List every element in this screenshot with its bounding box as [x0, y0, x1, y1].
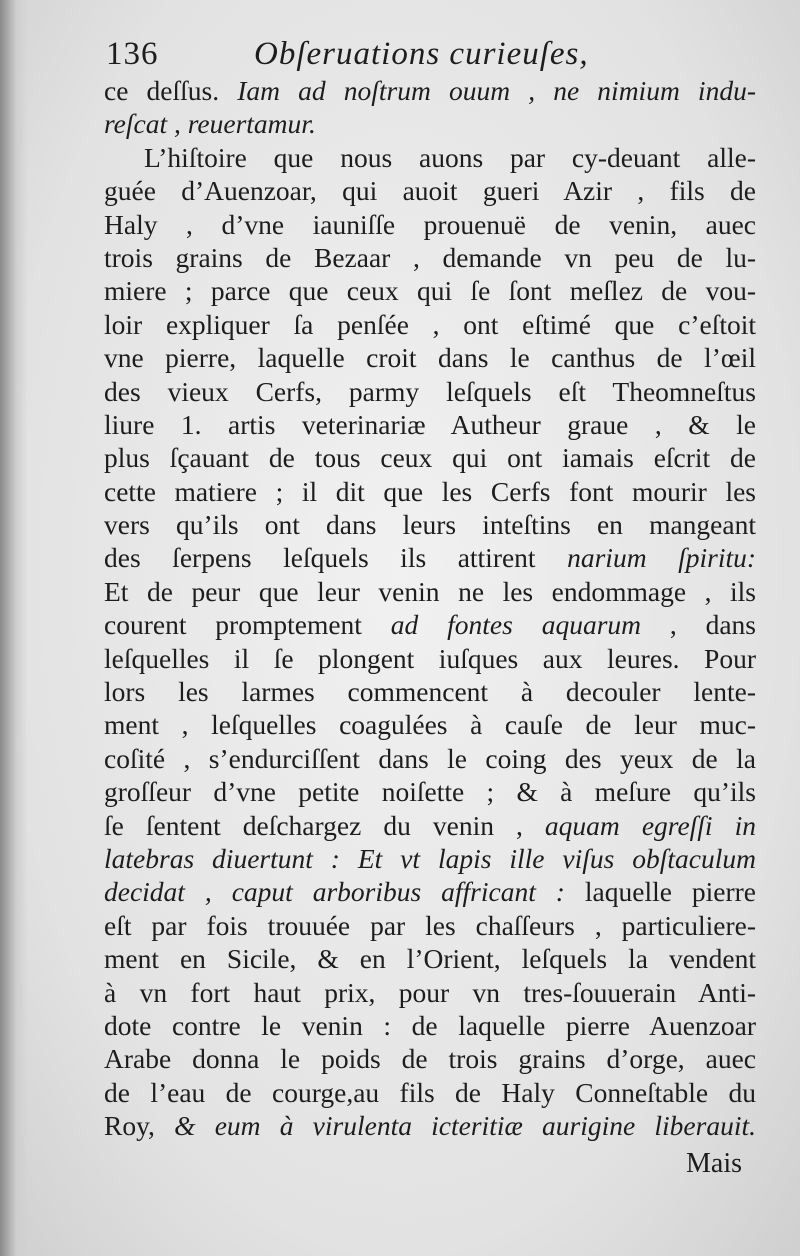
page-header: [104, 30, 744, 76]
italic-segment: Iam ad noſtrum ouum , ne nimium indu-: [237, 75, 756, 106]
text-segment: ſe ſentent deſchargez du venin ,: [104, 809, 545, 841]
text-line: [104, 441, 756, 474]
text-line: [104, 742, 756, 775]
text-line: [104, 508, 756, 541]
italic-segment: narium ſpiritu:: [567, 542, 757, 574]
text-segment: courent promptement: [104, 609, 391, 641]
text-line: [104, 575, 756, 608]
text-line: [104, 541, 756, 574]
text-segment: Arabe donna le poids de trois grains d’orge, auec: [104, 1043, 756, 1075]
page-gutter-shadow: [0, 0, 28, 1256]
text-segment: à vn fort haut prix, pour vn tres-ſouuerain Anti-: [104, 976, 756, 1008]
text-segment: trois grains de Bezaar , demande vn peu de lu-: [104, 241, 756, 273]
text-segment: Roy,: [104, 1110, 175, 1142]
text-line: [104, 642, 756, 675]
text-segment: Haly , d’vne iauniſſe prouenuë de venin, auec: [104, 208, 756, 240]
italic-segment: aquam egreſſi in: [544, 809, 756, 841]
italic-segment: reſcat , reuertamur.: [104, 108, 316, 140]
running-title: Obſeruations curieuſes,: [254, 36, 589, 72]
text-line: [104, 842, 756, 875]
italic-segment: ad fontes aquarum: [390, 609, 641, 641]
text-segment: plus ſçauant de tous ceux qui ont iamais eſcrit de: [104, 442, 756, 474]
text-line: [104, 1076, 756, 1109]
text-segment: groſſeur d’vne petite noiſette ; & à meſure qu’ils: [104, 776, 756, 808]
text-segment: lors les larmes commencent à decouler lente-: [104, 676, 756, 708]
text-segment: ce deſſus.: [104, 75, 238, 106]
text-line: [104, 308, 756, 341]
italic-segment: decidat , caput arboribus affricant :: [104, 876, 565, 908]
text-segment: ment en Sicile, & en l’Orient, leſquels la vendent: [104, 943, 756, 975]
text-segment: cette matiere ; il dit que les Cerfs font mourir les: [104, 475, 756, 507]
text-line: [104, 475, 756, 508]
text-line: [104, 675, 756, 708]
text-segment: leſquelles il ſe plongent iuſques aux leures. Pour: [104, 642, 756, 674]
text-segment: laquelle pierre: [564, 876, 756, 908]
page-number: 136: [106, 36, 159, 72]
text-segment: vers qu’ils ont dans leurs inteſtins en mangeant: [104, 509, 756, 541]
text-line: [104, 408, 756, 441]
text-line: [104, 942, 756, 975]
text-line: [104, 74, 756, 107]
text-line: [104, 107, 756, 140]
catchword: Mais: [686, 1148, 742, 1179]
body-text: [104, 74, 756, 1143]
text-segment: Et de peur que leur venin ne les endommage , ils: [104, 575, 756, 607]
text-line: [104, 1042, 756, 1075]
italic-segment: & eum à virulenta icteritiæ aurigine liberauit.: [174, 1110, 757, 1142]
text-line: [104, 341, 756, 374]
text-line: [104, 1009, 756, 1042]
text-line: [104, 241, 756, 274]
text-segment: loir expliquer ſa penſée , ont eſtimé que c’eſtoit: [104, 308, 756, 340]
text-segment: miere ; parce que ceux qui ſe ſont meſlez de vou-: [104, 275, 756, 307]
text-line: [104, 708, 756, 741]
text-line: [104, 909, 756, 942]
text-segment: liure 1. artis veterinariæ Autheur graue , & le: [104, 408, 756, 440]
text-line: [104, 809, 756, 842]
text-segment: coſité , s’endurciſſent dans le coing des yeux de la: [104, 742, 756, 774]
text-line: [104, 775, 756, 808]
text-line: [104, 875, 756, 908]
text-line: [104, 274, 756, 307]
italic-segment: latebras diuertunt : Et vt lapis ille viſus obſtaculum: [104, 842, 756, 874]
text-segment: des ſerpens leſquels ils attirent: [104, 542, 568, 574]
text-segment: eſt par fois trouuée par les chaſſeurs , particuliere-: [104, 909, 756, 941]
text-line: [104, 608, 756, 641]
text-line: [104, 375, 756, 408]
text-segment: guée d’Auenzoar, qui auoit gueri Azir , fils de: [104, 175, 756, 207]
text-segment: , dans: [641, 609, 756, 641]
text-line: [104, 976, 756, 1009]
text-segment: L’hiſtoire que nous auons par cy-deuant alle-: [144, 141, 756, 173]
text-line: [104, 141, 756, 174]
text-segment: des vieux Cerfs, parmy leſquels eſt Theomneſtus: [104, 375, 756, 407]
text-line: [104, 208, 756, 241]
text-segment: ment , leſquelles coagulées à cauſe de leur muc-: [104, 709, 756, 741]
text-line: [104, 174, 756, 207]
text-segment: de l’eau de courge,au fils de Haly Conneſtable du: [104, 1076, 756, 1108]
text-line: [104, 1109, 756, 1142]
text-segment: vne pierre, laquelle croit dans le canthus de l’œil: [104, 342, 756, 374]
text-segment: dote contre le venin : de laquelle pierre Auenzoar: [104, 1009, 756, 1041]
